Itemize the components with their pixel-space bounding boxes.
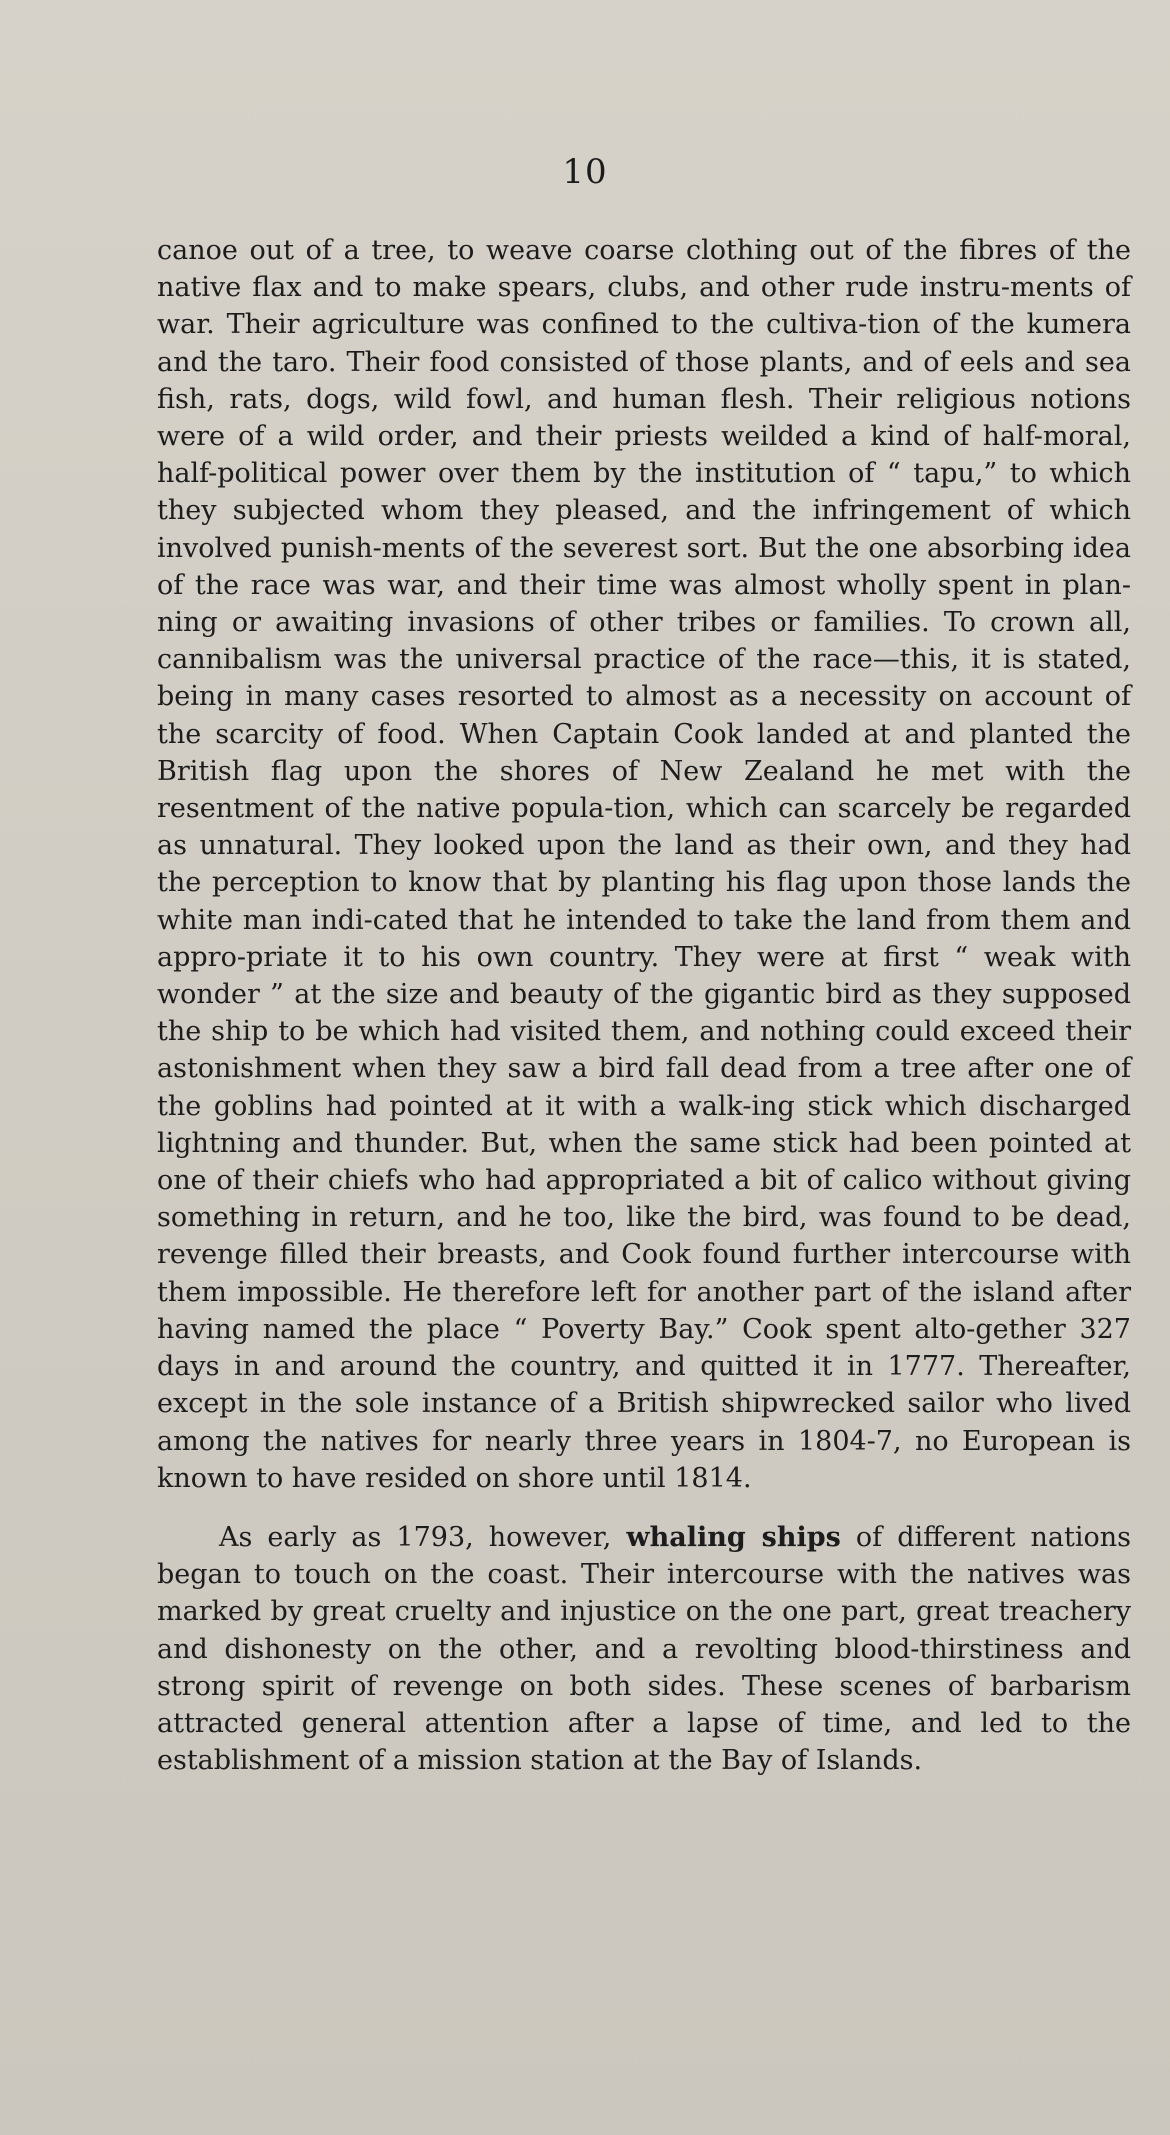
paragraph-2-start: As early as 1793, however, (219, 1521, 627, 1553)
paragraph-2-rest: of different nations began to touch on the coast. Their intercourse with the natives was marked by great cruelty and injustice on the one part, great treachery and dishonesty on the other, and a revolting blood-thirstiness and strong spirit of revenge on both sides. These scenes of barbarism attracted general attention after a lapse of time, and led to the establishment of a mission station at the Bay of Islands. (157, 1521, 1131, 1777)
paragraph-2-bold-phrase: whaling ships (626, 1521, 841, 1553)
paragraph-1: canoe out of a tree, to weave coarse clothing out of the fibres of the native flax and to make spears, clubs, and other rude instru-ments of war. Their agriculture was confined to the cultiva-tion of the kumera and the taro. Their food consisted of those plants, and of eels and sea fish, rats, dogs, wild fowl, and human flesh. Their religious notions were of a wild order, and their priests weilded a kind of half-moral, half-political power over them by the institution of “ tapu,” to which they subjected whom they pleased, and the infringement of which involved punish-ments of the severest sort. But the one absorbing idea of the race was war, and their time was almost wholly spent in plan-ning or awaiting invasions of other tribes or families. To crown all, cannibalism was the universal practice of the race—this, it is stated, being in many cases resorted to almost as a necessity on account of the scarcity of food. When Captain Cook landed at and planted the British flag upon the shores of New Zealand he met with the resentment of the native popula-tion, which can scarcely be regarded as unnatural. They looked upon the land as their own, and they had the perception to know that by planting his flag upon those lands the white man indi-cated that he intended to take the land from them and appro-priate it to his own country. They were at first “ weak with wonder ” at the size and beauty of the gigantic bird as they supposed the ship to be which had visited them, and nothing could exceed their astonishment when they saw a bird fall dead from a tree after one of the goblins had pointed at it with a walk-ing stick which discharged lightning and thunder. But, when the same stick had been pointed at one of their chiefs who had appropriated a bit of calico without giving something in return, and he too, like the bird, was found to be dead, revenge filled their breasts, and Cook found further intercourse with them impossible. He therefore left for another part of the island after having named the place “ Poverty Bay.” Cook spent alto-gether 327 days in and around the country, and quitted it in 1777. Thereafter, except in the sole instance of a British shipwrecked sailor who lived among the natives for nearly three years in 1804-7, no European is known to have resided on shore until 1814. (157, 235, 1131, 1494)
page-number: 10 (562, 152, 608, 192)
paragraph-2 (157, 1519, 1131, 1779)
body-text (157, 232, 1131, 1779)
